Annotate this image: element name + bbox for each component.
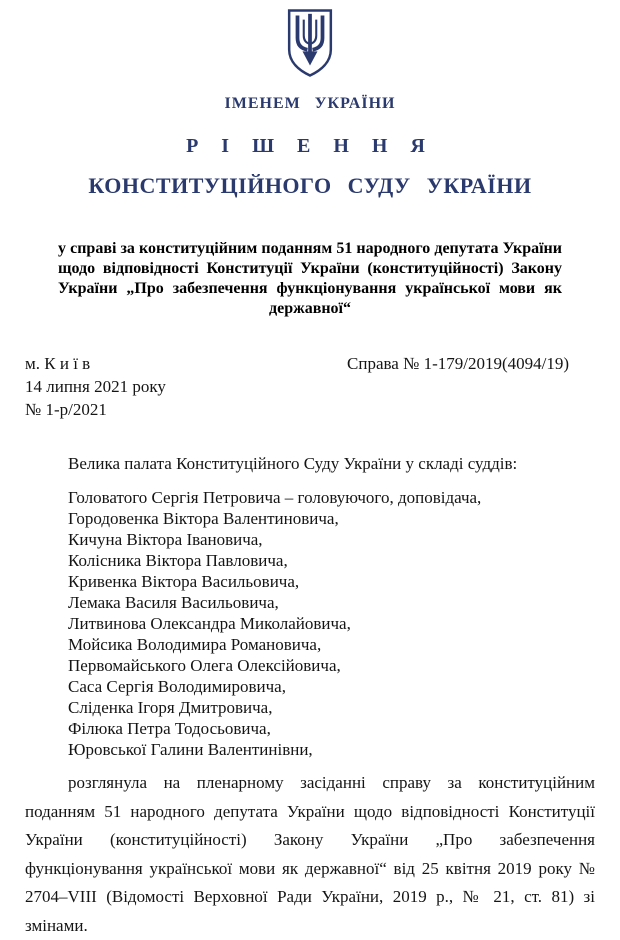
judge-name: Кривенка Віктора Васильовича, xyxy=(68,572,300,591)
decision-number-line: № 1-р/2021 xyxy=(25,400,107,419)
judge-name: Головатого Сергія Петровича – головуючого, доповідача, xyxy=(68,488,482,507)
judge-name: Литвинова Олександра Миколайовича, xyxy=(68,614,351,633)
constitutional-court-heading: КОНСТИТУЦІЙНОГО СУДУ УКРАЇНИ xyxy=(88,173,532,198)
judge-name: Сліденка Ігоря Дмитровича, xyxy=(68,698,273,717)
judge-name: Первомайського Олега Олексійовича, xyxy=(68,656,341,675)
place-date-block xyxy=(25,352,166,421)
case-number: Справа № 1-179/2019(4094/19) xyxy=(347,354,569,373)
judge-name: Городовенка Віктора Валентиновича, xyxy=(68,509,339,528)
case-subject-paragraph: у справі за конституційним поданням 51 народного депутата України щодо відповідності Конституції України (конституційності) Закону України „Про забезпечення функціонування української мови як державної“ xyxy=(58,240,562,317)
city-line: м. К и ї в xyxy=(25,354,91,373)
decision-heading: Р І Ш Е Н Н Я xyxy=(186,135,434,157)
judge-name: Колісника Віктора Павловича, xyxy=(68,551,288,570)
composition-intro: Велика палата Конституційного Суду України у складі суддів: xyxy=(68,454,518,473)
judge-name: Кичуна Віктора Івановича, xyxy=(68,530,263,549)
considered-paragraph: розглянула на пленарному засіданні справу за конституційним поданням 51 народного депутата України щодо відповідності Конституції України (конституційності) Закону України „Про забезпечення функціонування української мови як державної“ від 25 квітня 2019 року № 2704–VIII (Відомості Верховної Ради України, 2019 р., № 21, ст. 81) зі змінами. xyxy=(25,773,595,935)
ukraine-coat-of-arms-icon xyxy=(283,8,337,78)
judge-name: Юровської Галини Валентинівни, xyxy=(68,740,313,759)
date-line: 14 липня 2021 року xyxy=(25,377,166,396)
judge-name: Лемака Василя Васильовича, xyxy=(68,593,279,612)
judge-name: Мойсика Володимира Романовича, xyxy=(68,635,322,654)
judges-list xyxy=(25,487,595,760)
in-the-name-of-ukraine-heading: ІМЕНЕМ УКРАЇНИ xyxy=(224,95,396,112)
judge-name: Філюка Петра Тодосьовича, xyxy=(68,719,271,738)
judge-name: Саса Сергія Володимировича, xyxy=(68,677,286,696)
case-meta-row xyxy=(25,352,595,421)
